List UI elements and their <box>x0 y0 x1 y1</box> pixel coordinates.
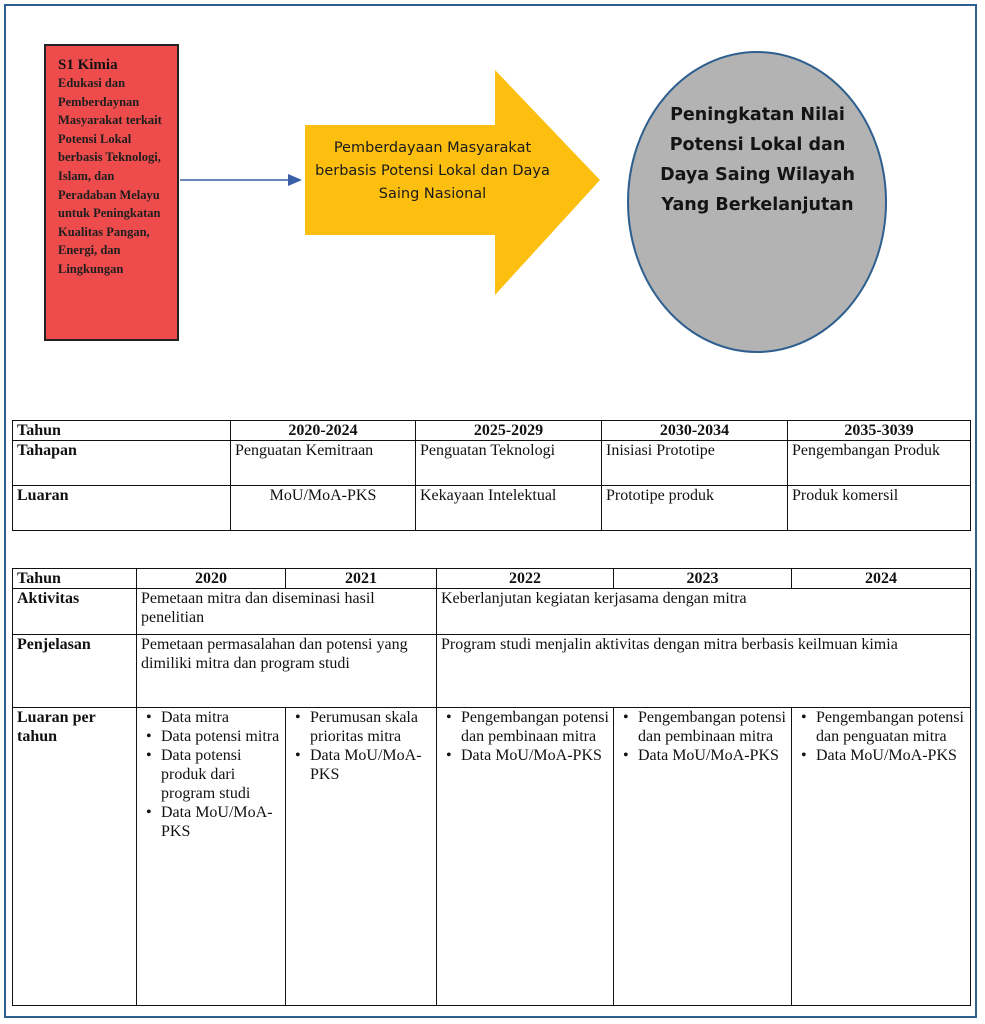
table-row <box>13 421 971 441</box>
table-cell: Pemetaan mitra dan diseminasi hasil penelitian <box>137 589 437 635</box>
header-cell: 2024 <box>792 569 971 589</box>
header-cell: 2023 <box>614 569 792 589</box>
header-cell: 2025-2029 <box>416 421 602 441</box>
row-label: Aktivitas <box>13 589 137 635</box>
roadmap-table-yearly <box>12 568 971 1006</box>
table-cell: Pengembangan Produk <box>788 441 971 486</box>
table-cell <box>137 708 286 1006</box>
list-item: • Pengembangan potensi dan pembinaan mitra <box>638 708 787 746</box>
header-cell: 2020 <box>137 569 286 589</box>
table-cell <box>792 708 971 1006</box>
ellipse-label: Peningkatan Nilai Potensi Lokal dan Daya Saing Wilayah Yang Berkelanjutan <box>660 105 855 215</box>
table-cell <box>286 708 437 1006</box>
header-cell: 2020-2024 <box>231 421 416 441</box>
table-row <box>13 441 971 486</box>
table-cell: Penguatan Teknologi <box>416 441 602 486</box>
table-cell: Prototipe produk <box>602 486 788 531</box>
table-cell: Keberlanjutan kegiatan kerjasama dengan mitra <box>437 589 971 635</box>
row-label: Tahapan <box>13 441 231 486</box>
row-label: Luaran <box>13 486 231 531</box>
table-cell: Program studi menjalin aktivitas dengan mitra berbasis keilmuan kimia <box>437 635 971 708</box>
table-row <box>13 486 971 531</box>
list-item: • Data potensi mitra <box>161 727 281 746</box>
table-row <box>13 589 971 635</box>
header-cell: Tahun <box>13 569 137 589</box>
list-item: • Pengembangan potensi dan penguatan mitra <box>816 708 966 746</box>
header-cell: 2030-2034 <box>602 421 788 441</box>
list-item: • Data MoU/MoA-PKS <box>816 746 966 765</box>
table-cell: Inisiasi Prototipe <box>602 441 788 486</box>
bullet-list <box>290 708 432 784</box>
list-item: • Data potensi produk dari program studi <box>161 746 281 803</box>
table-row <box>13 635 971 708</box>
red-box-s1-kimia <box>44 44 179 341</box>
red-box-title: S1 Kimia <box>58 57 118 73</box>
table-cell: Pemetaan permasalahan dan potensi yang dimiliki mitra dan program studi <box>137 635 437 708</box>
red-box-body: Edukasi dan Pemberdaynan Masyarakat terkait Potensi Lokal berbasis Teknologi, Islam, dan Peradaban Melayu untuk Peningkatan Kualitas Pangan, Energi, dan Lingkungan <box>58 76 162 276</box>
list-item: • Pengembangan potensi dan pembinaan mitra <box>461 708 609 746</box>
header-cell: 2021 <box>286 569 437 589</box>
table-cell: Produk komersil <box>788 486 971 531</box>
bullet-list <box>796 708 966 765</box>
table-cell <box>437 708 614 1006</box>
bullet-list <box>618 708 787 765</box>
list-item: • Perumusan skala prioritas mitra <box>310 708 432 746</box>
roadmap-table-period <box>12 420 971 531</box>
table-row <box>13 569 971 589</box>
list-item: • Data MoU/MoA-PKS <box>161 803 281 841</box>
bullet-list <box>441 708 609 765</box>
bullet-list <box>141 708 281 841</box>
table-cell <box>614 708 792 1006</box>
table-cell: MoU/MoA-PKS <box>231 486 416 531</box>
header-cell: 2022 <box>437 569 614 589</box>
row-label: Luaran per tahun <box>13 708 137 1006</box>
connector-arrow <box>180 170 304 190</box>
header-cell: Tahun <box>13 421 231 441</box>
table-row <box>13 708 971 1006</box>
list-item: • Data mitra <box>161 708 281 727</box>
row-label: Penjelasan <box>13 635 137 708</box>
list-item: • Data MoU/MoA-PKS <box>310 746 432 784</box>
arrow-label: Pemberdayaan Masyarakat berbasis Potensi Lokal dan Daya Saing Nasional <box>315 140 550 202</box>
table-cell: Kekayaan Intelektual <box>416 486 602 531</box>
list-item: • Data MoU/MoA-PKS <box>638 746 787 765</box>
header-cell: 2035-3039 <box>788 421 971 441</box>
list-item: • Data MoU/MoA-PKS <box>461 746 609 765</box>
table-cell: Penguatan Kemitraan <box>231 441 416 486</box>
